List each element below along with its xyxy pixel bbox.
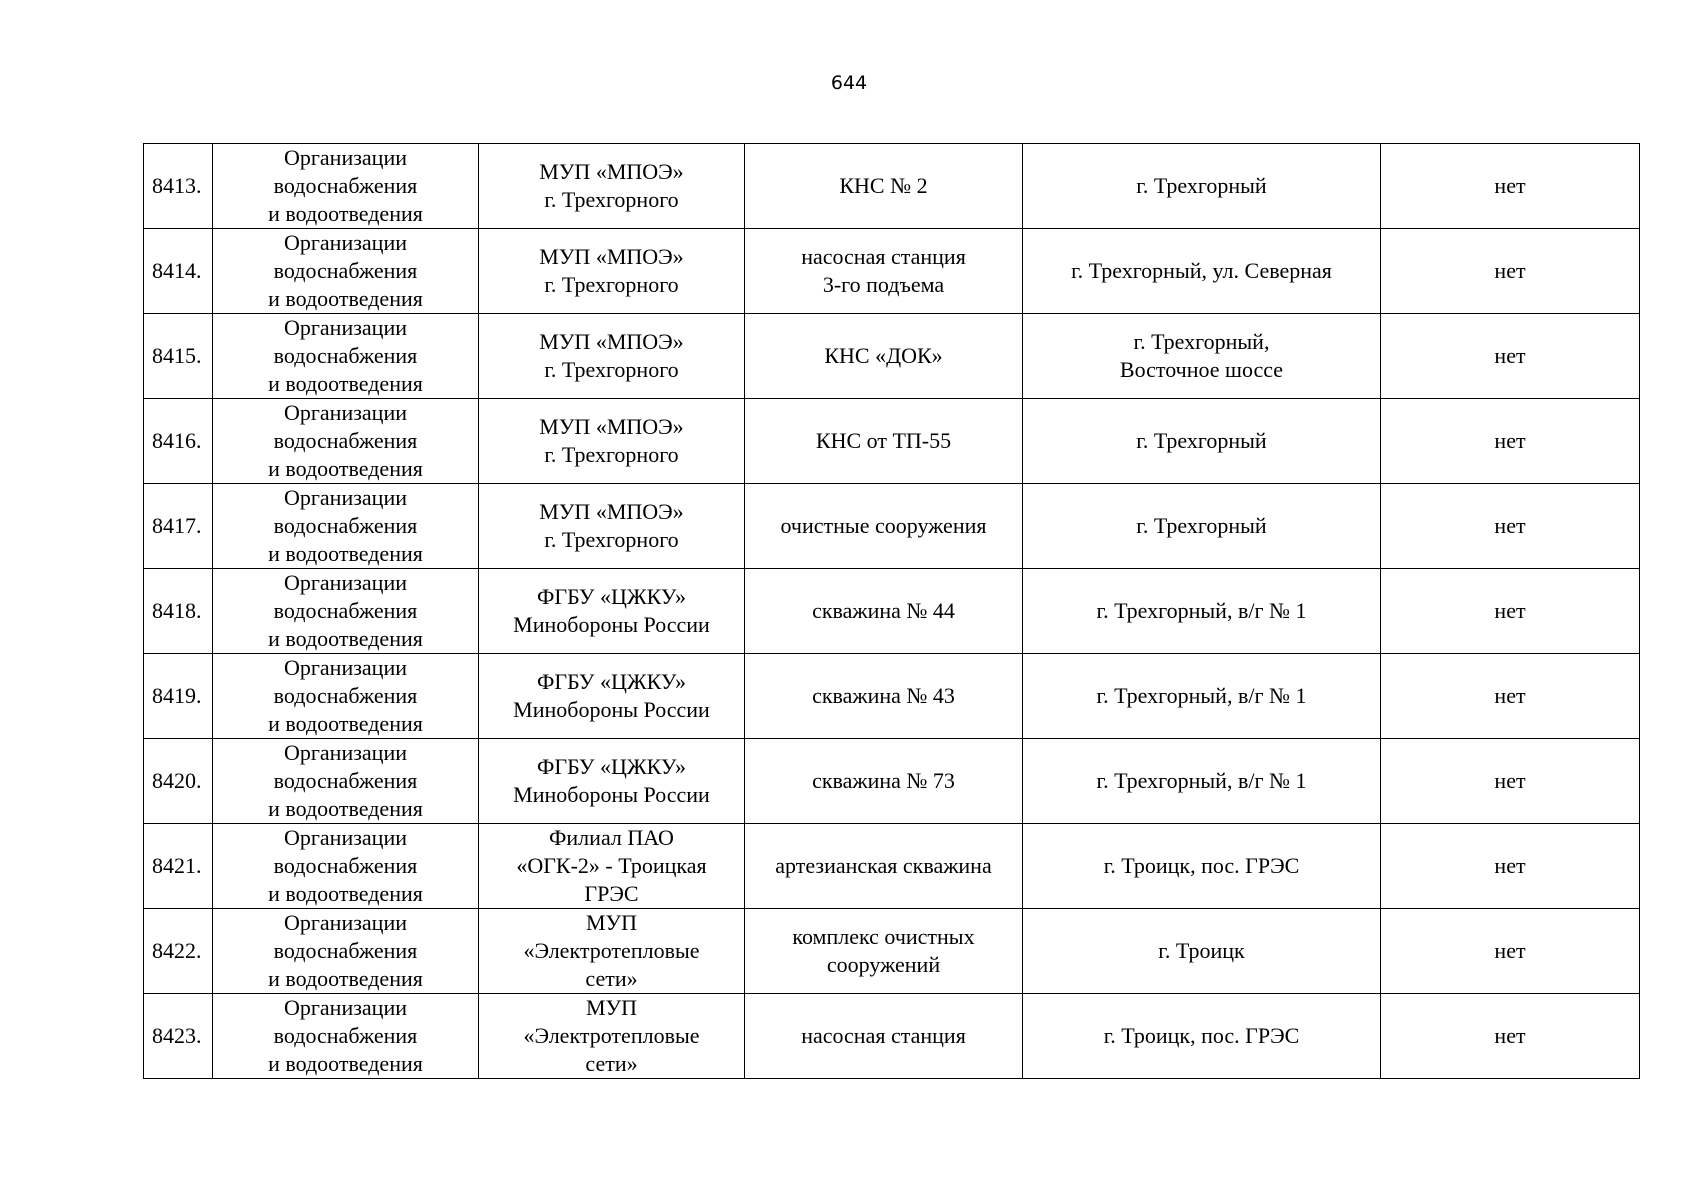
organization-name-line: МУП «МПОЭ» (539, 414, 684, 439)
organization-name-cell (479, 484, 745, 569)
row-number-cell: 8415. (144, 314, 213, 399)
organization-name-line: г. Трехгорного (544, 272, 679, 297)
address-cell (1023, 144, 1381, 229)
organization-type-line: водоснабжения (273, 598, 418, 623)
organization-name-line: ФГБУ «ЦЖКУ» (536, 754, 687, 779)
organization-type-cell (213, 229, 479, 314)
address-cell (1023, 994, 1381, 1079)
organization-type-line: Организации (284, 655, 407, 680)
organization-type-line: Организации (284, 145, 407, 170)
status-cell: нет (1381, 654, 1640, 739)
organization-name-cell (479, 314, 745, 399)
organization-name-cell (479, 909, 745, 994)
row-number-cell: 8419. (144, 654, 213, 739)
object-line: сооружений (826, 952, 941, 977)
address-cell (1023, 654, 1381, 739)
address-cell (1023, 824, 1381, 909)
organization-type-line: и водоотведения (268, 541, 423, 566)
organization-type-line: водоснабжения (273, 1023, 418, 1048)
address-line: г. Трехгорный (1136, 513, 1267, 538)
row-number-cell: 8417. (144, 484, 213, 569)
address-line: г. Трехгорный, в/г № 1 (1096, 598, 1307, 623)
address-cell (1023, 229, 1381, 314)
object-cell (745, 144, 1023, 229)
row-number-cell: 8423. (144, 994, 213, 1079)
organization-type-line: водоснабжения (273, 428, 418, 453)
object-line: скважина № 44 (812, 598, 955, 623)
organization-type-line: водоснабжения (273, 173, 418, 198)
organization-type-cell (213, 484, 479, 569)
address-line: г. Троицк (1158, 938, 1245, 963)
object-line: очистные сооружения (780, 513, 987, 538)
organization-type-line: Организации (284, 995, 407, 1020)
organization-name-cell (479, 824, 745, 909)
address-line: г. Трехгорный, ул. Северная (1071, 258, 1332, 283)
status-cell: нет (1381, 314, 1640, 399)
organization-type-line: водоснабжения (273, 513, 418, 538)
organization-name-line: МУП (585, 995, 638, 1020)
object-cell (745, 824, 1023, 909)
organization-type-line: и водоотведения (268, 1051, 423, 1076)
object-line: 3-го подъема (822, 272, 945, 297)
organization-name-line: ФГБУ «ЦЖКУ» (536, 669, 687, 694)
organization-type-line: водоснабжения (273, 258, 418, 283)
object-cell (745, 994, 1023, 1079)
organization-name-line: «ОГК-2» - Троицкая (516, 853, 707, 878)
organization-type-line: водоснабжения (273, 343, 418, 368)
organization-type-cell (213, 654, 479, 739)
status-cell: нет (1381, 824, 1640, 909)
row-number-cell: 8422. (144, 909, 213, 994)
address-line: г. Трехгорный, (1133, 329, 1270, 354)
organization-type-cell (213, 909, 479, 994)
object-cell (745, 229, 1023, 314)
table-row (144, 654, 1640, 739)
organization-name-cell (479, 739, 745, 824)
object-line: КНС от ТП-55 (815, 428, 952, 453)
organization-type-line: и водоотведения (268, 881, 423, 906)
address-line: г. Трехгорный (1136, 173, 1267, 198)
address-cell (1023, 739, 1381, 824)
address-line: г. Трехгорный, в/г № 1 (1096, 768, 1307, 793)
address-line: Восточное шоссе (1119, 357, 1284, 382)
organization-type-line: и водоотведения (268, 966, 423, 991)
organization-name-line: Минобороны России (513, 782, 710, 807)
organization-name-line: Филиал ПАО (549, 825, 674, 850)
organization-name-line: Минобороны России (513, 612, 710, 637)
organization-type-line: Организации (284, 230, 407, 255)
object-cell (745, 484, 1023, 569)
table-row (144, 994, 1640, 1079)
table-row (144, 739, 1640, 824)
table-row (144, 229, 1640, 314)
organization-name-cell (479, 229, 745, 314)
object-cell (745, 569, 1023, 654)
address-line: г. Трехгорный, в/г № 1 (1096, 683, 1307, 708)
organization-type-line: и водоотведения (268, 796, 423, 821)
address-line: г. Трехгорный (1136, 428, 1267, 453)
row-number-cell: 8421. (144, 824, 213, 909)
organization-name-cell (479, 569, 745, 654)
organization-name-line: г. Трехгорного (544, 442, 679, 467)
organization-name-cell (479, 399, 745, 484)
address-cell (1023, 909, 1381, 994)
organization-type-line: и водоотведения (268, 201, 423, 226)
object-cell (745, 314, 1023, 399)
status-cell: нет (1381, 399, 1640, 484)
organization-type-cell (213, 739, 479, 824)
address-cell (1023, 484, 1381, 569)
table-row (144, 569, 1640, 654)
organization-type-line: Организации (284, 570, 407, 595)
object-line: КНС № 2 (839, 173, 928, 198)
object-cell (745, 399, 1023, 484)
organization-name-line: МУП (585, 910, 638, 935)
status-cell: нет (1381, 739, 1640, 824)
organization-name-line: сети» (585, 1051, 638, 1076)
organization-name-line: МУП «МПОЭ» (539, 159, 684, 184)
page-number: 644 (830, 72, 868, 94)
address-line: г. Троицк, пос. ГРЭС (1103, 853, 1300, 878)
organization-type-cell (213, 569, 479, 654)
organization-type-line: Организации (284, 740, 407, 765)
row-number-cell: 8413. (144, 144, 213, 229)
organization-name-line: г. Трехгорного (544, 357, 679, 382)
organization-type-cell (213, 399, 479, 484)
organization-type-cell (213, 314, 479, 399)
object-line: артезианская скважина (775, 853, 992, 878)
registry-table-body (144, 144, 1640, 1079)
organization-name-cell (479, 144, 745, 229)
table-row (144, 909, 1640, 994)
row-number-cell: 8416. (144, 399, 213, 484)
organization-name-line: «Электротепловые (523, 1023, 700, 1048)
status-cell: нет (1381, 909, 1640, 994)
organization-type-line: и водоотведения (268, 371, 423, 396)
organization-name-line: г. Трехгорного (544, 527, 679, 552)
organization-name-line: «Электротепловые (523, 938, 700, 963)
organization-type-line: водоснабжения (273, 683, 418, 708)
row-number-cell: 8420. (144, 739, 213, 824)
organization-name-line: МУП «МПОЭ» (539, 244, 684, 269)
organization-type-line: Организации (284, 315, 407, 340)
organization-type-cell (213, 994, 479, 1079)
object-line: комплекс очистных (792, 924, 975, 949)
table-row (144, 314, 1640, 399)
object-line: скважина № 43 (812, 683, 955, 708)
organization-type-line: и водоотведения (268, 711, 423, 736)
status-cell: нет (1381, 569, 1640, 654)
organization-type-cell (213, 144, 479, 229)
table-row (144, 824, 1640, 909)
organization-type-line: и водоотведения (268, 456, 423, 481)
table-row (144, 399, 1640, 484)
organization-name-cell (479, 654, 745, 739)
organization-name-line: сети» (585, 966, 638, 991)
address-cell (1023, 314, 1381, 399)
organization-name-cell (479, 994, 745, 1079)
object-cell (745, 909, 1023, 994)
registry-table (143, 143, 1640, 1079)
organization-type-line: Организации (284, 910, 407, 935)
table-row (144, 484, 1640, 569)
status-cell: нет (1381, 229, 1640, 314)
organization-name-line: Минобороны России (513, 697, 710, 722)
table-row (144, 144, 1640, 229)
organization-type-line: водоснабжения (273, 853, 418, 878)
status-cell: нет (1381, 994, 1640, 1079)
object-line: скважина № 73 (812, 768, 955, 793)
organization-type-cell (213, 824, 479, 909)
organization-type-line: и водоотведения (268, 626, 423, 651)
organization-type-line: Организации (284, 485, 407, 510)
object-line: насосная станция (801, 1023, 966, 1048)
object-cell (745, 739, 1023, 824)
row-number-cell: 8418. (144, 569, 213, 654)
organization-type-line: и водоотведения (268, 286, 423, 311)
address-line: г. Троицк, пос. ГРЭС (1103, 1023, 1300, 1048)
organization-name-line: ФГБУ «ЦЖКУ» (536, 584, 687, 609)
address-cell (1023, 569, 1381, 654)
organization-type-line: водоснабжения (273, 768, 418, 793)
organization-type-line: Организации (284, 400, 407, 425)
object-line: насосная станция (801, 244, 966, 269)
organization-name-line: МУП «МПОЭ» (539, 329, 684, 354)
address-cell (1023, 399, 1381, 484)
organization-name-line: г. Трехгорного (544, 187, 679, 212)
object-cell (745, 654, 1023, 739)
organization-type-line: водоснабжения (273, 938, 418, 963)
organization-type-line: Организации (284, 825, 407, 850)
organization-name-line: МУП «МПОЭ» (539, 499, 684, 524)
row-number-cell: 8414. (144, 229, 213, 314)
object-line: КНС «ДОК» (824, 343, 943, 368)
status-cell: нет (1381, 144, 1640, 229)
organization-name-line: ГРЭС (584, 881, 639, 906)
status-cell: нет (1381, 484, 1640, 569)
